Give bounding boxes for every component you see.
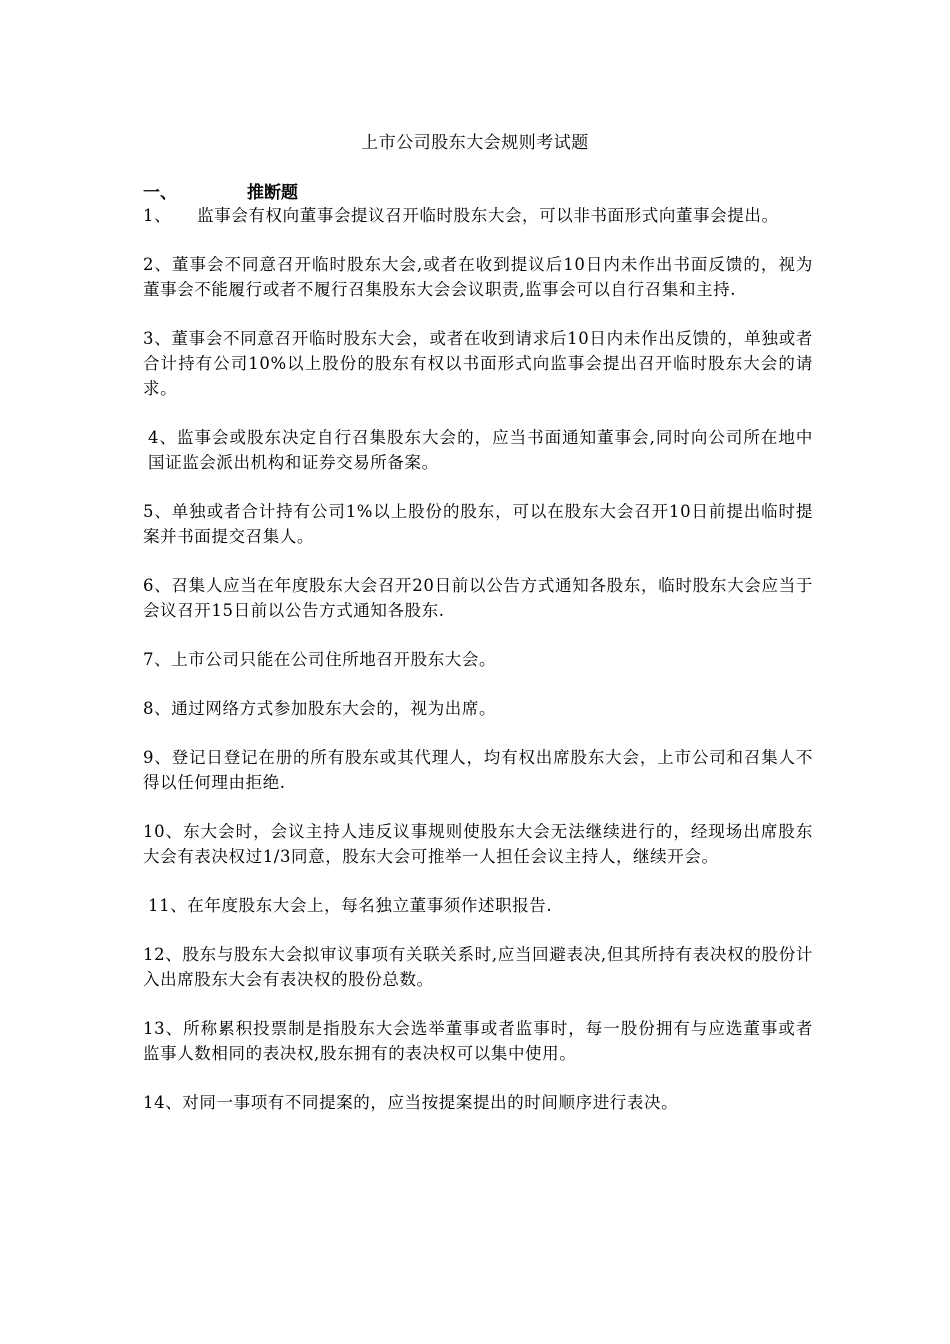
section-heading <box>143 178 298 203</box>
question-item-4: 4、监事会或股东决定自行召集股东大会的，应当书面通知董事会,同时向公司所在地中国证监会派出机构和证券交易所备案。 <box>148 428 813 472</box>
section-number: 一、 <box>143 183 177 203</box>
question-item-3: 3、董事会不同意召开临时股东大会，或者在收到请求后10日内未作出反馈的，单独或者合计持有公司10%以上股份的股东有权以书面形式向监事会提出召开临时股东大会的请求。 <box>143 329 813 398</box>
question-item-12: 12、股东与股东大会拟审议事项有关联关系时,应当回避表决,但其所持有表决权的股份计入出席股东大会有表决权的股份总数。 <box>143 945 813 989</box>
question-list <box>143 203 813 1139</box>
question-item-1: 1、 监事会有权向董事会提议召开临时股东大会，可以非书面形式向董事会提出。 <box>143 206 779 225</box>
question-item-6: 6、召集人应当在年度股东大会召开20日前以公告方式通知各股东，临时股东大会应当于会议召开15日前以公告方式通知各股东. <box>143 576 813 620</box>
question-item-9: 9、登记日登记在册的所有股东或其代理人，均有权出席股东大会，上市公司和召集人不得以任何理由拒绝. <box>143 748 813 792</box>
document-title: 上市公司股东大会规则考试题 <box>361 133 589 153</box>
question-item-13: 13、所称累积投票制是指股东大会选举董事或者监事时，每一股份拥有与应选董事或者监事人数相同的表决权,股东拥有的表决权可以集中使用。 <box>143 1019 813 1063</box>
section-title: 推断题 <box>247 183 298 203</box>
question-item-7: 7、上市公司只能在公司住所地召开股东大会。 <box>143 650 497 669</box>
question-item-11: 11、在年度股东大会上，每名独立董事须作述职报告. <box>148 896 553 915</box>
question-item-5: 5、单独或者合计持有公司1%以上股份的股东，可以在股东大会召开10日前提出临时提案并书面提交召集人。 <box>143 502 813 546</box>
question-item-10: 10、东大会时，会议主持人违反议事规则使股东大会无法继续进行的，经现场出席股东大会有表决权过1/3同意，股东大会可推举一人担任会议主持人，继续开会。 <box>143 822 813 866</box>
question-item-14: 14、对同一事项有不同提案的，应当按提案提出的时间顺序进行表决。 <box>143 1093 679 1112</box>
question-item-8: 8、通过网络方式参加股东大会的，视为出席。 <box>143 699 497 718</box>
question-item-2: 2、董事会不同意召开临时股东大会,或者在收到提议后10日内未作出书面反馈的，视为董事会不能履行或者不履行召集股东大会会议职责,监事会可以自行召集和主持. <box>143 255 813 299</box>
